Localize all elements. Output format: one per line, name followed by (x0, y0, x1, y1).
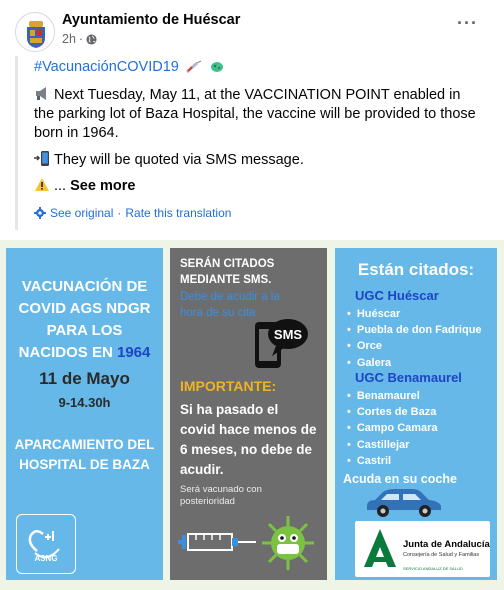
syringe-emoji-icon (185, 60, 203, 74)
see-more-link[interactable]: See more (70, 178, 136, 194)
poster-panel-right (335, 248, 497, 580)
list-item: • Benamaurel (347, 388, 438, 404)
poster-left-line4: NACIDOS EN 1964 (18, 344, 151, 361)
post-paragraph-3: ... See more (34, 177, 484, 196)
poster-mid-line2: MEDIANTE SMS. (180, 274, 272, 286)
poster-right-list2 (347, 388, 438, 469)
poster-mid-line1: SERÁN CITADOS (180, 258, 275, 270)
poster-left-line3: PARA LOS (46, 322, 123, 339)
poster-right-ugc1: UGC Huéscar (355, 288, 439, 303)
mobile-phone-arrow-icon (34, 151, 50, 166)
poster-mid-important: IMPORTANTE: (180, 378, 277, 394)
poster-mid-warn3: 6 meses, no debe de (180, 442, 313, 457)
list-item: • Castril (347, 453, 438, 469)
post-paragraph-2: They will be quoted via SMS message. (34, 151, 484, 170)
list-item: • Campo Camara (347, 420, 438, 436)
syringe-icon (176, 526, 258, 556)
poster-mid-small2: posterioridad (180, 496, 235, 507)
junta-andalucia-logo (355, 521, 490, 577)
asng-logo (16, 514, 76, 574)
poster-right-list1 (347, 306, 482, 371)
poster-mid-warn2: covid hace menos de (180, 422, 317, 437)
sms-phone-icon (252, 314, 312, 374)
car-icon (363, 486, 445, 518)
poster-mid-small1: Será vacunado con (180, 484, 262, 495)
post-paragraph-1: Next Tuesday, May 11, at the VACCINATION POINT enabled in the parking lot of Baza Hospital, the vaccine will be provided to those born in 1964. (34, 87, 476, 141)
asng-heart-icon (17, 515, 77, 575)
post-image[interactable] (0, 240, 504, 590)
list-item: • Galera (347, 355, 482, 371)
poster-panel-middle (170, 248, 327, 580)
junta-logo-icon (361, 527, 399, 569)
sms-icon-text: SMS (273, 327, 303, 342)
page-name-link[interactable]: Ayuntamiento de Huéscar (62, 12, 241, 28)
hashtag-link[interactable]: #VacunaciónCOVID19 (34, 59, 179, 75)
poster-left-place2: HOSPITAL DE BAZA (19, 457, 150, 472)
translation-separator: · (117, 206, 122, 220)
ellipsis-icon: ··· (457, 13, 478, 33)
gear-icon (34, 207, 46, 219)
list-item: • Cortes de Baza (347, 404, 438, 420)
poster-left-date: 11 de Mayo (39, 369, 130, 388)
junta-subtitle: Consejería de Salud y Familias (403, 552, 480, 558)
poster-left-place1: APARCAMIENTO DEL (14, 437, 155, 452)
microbe-emoji-icon (209, 60, 225, 74)
poster-right-coche: Acuda en su coche (343, 472, 457, 486)
translated-post-body (15, 56, 495, 230)
coat-of-arms-icon (16, 13, 55, 52)
poster-left-hours: 9-14.30h (58, 395, 111, 410)
hashtag-row (34, 59, 225, 75)
loudspeaker-emoji-icon (34, 86, 50, 101)
junta-name: Junta de Andalucía (403, 539, 490, 550)
poster-left-line1: VACUNACIÓN DE (21, 278, 148, 295)
post-meta (62, 32, 97, 46)
poster-mid-warn1: Si ha pasado el (180, 402, 279, 417)
see-original-link[interactable]: See original (50, 206, 114, 220)
poster-left-year: 1964 (116, 344, 151, 361)
post-time[interactable]: 2h (62, 32, 76, 46)
poster-panel-left (6, 248, 163, 580)
poster-right-title: Están citados: (357, 260, 475, 279)
poster-mid-warn4: acudir. (180, 462, 224, 477)
warning-icon (34, 177, 50, 192)
asng-logo-text: ASNG (34, 554, 58, 563)
junta-subtitle-2: SERVICIO ANDALUZ DE SALUD (403, 566, 463, 571)
translation-row (34, 206, 231, 220)
poster-mid-blue2: hora de su cita (180, 307, 256, 319)
globe-icon[interactable] (86, 34, 97, 45)
poster-right-ugc2: UGC Benamaurel (355, 370, 462, 385)
list-item: • Castillejar (347, 437, 438, 453)
page-avatar[interactable] (15, 12, 55, 52)
poster-mid-blue1: Debe de acudir a la (180, 291, 280, 303)
meta-separator: · (78, 32, 84, 46)
virus-icon (258, 514, 318, 572)
rate-translation-link[interactable]: Rate this translation (125, 206, 232, 220)
poster-left-line2: COVID AGS NDGR (18, 300, 151, 317)
list-item: • Orce (347, 338, 482, 354)
list-item: • Huéscar (347, 306, 482, 322)
more-options-button[interactable] (457, 13, 478, 33)
list-item: • Puebla de don Fadrique (347, 322, 482, 338)
